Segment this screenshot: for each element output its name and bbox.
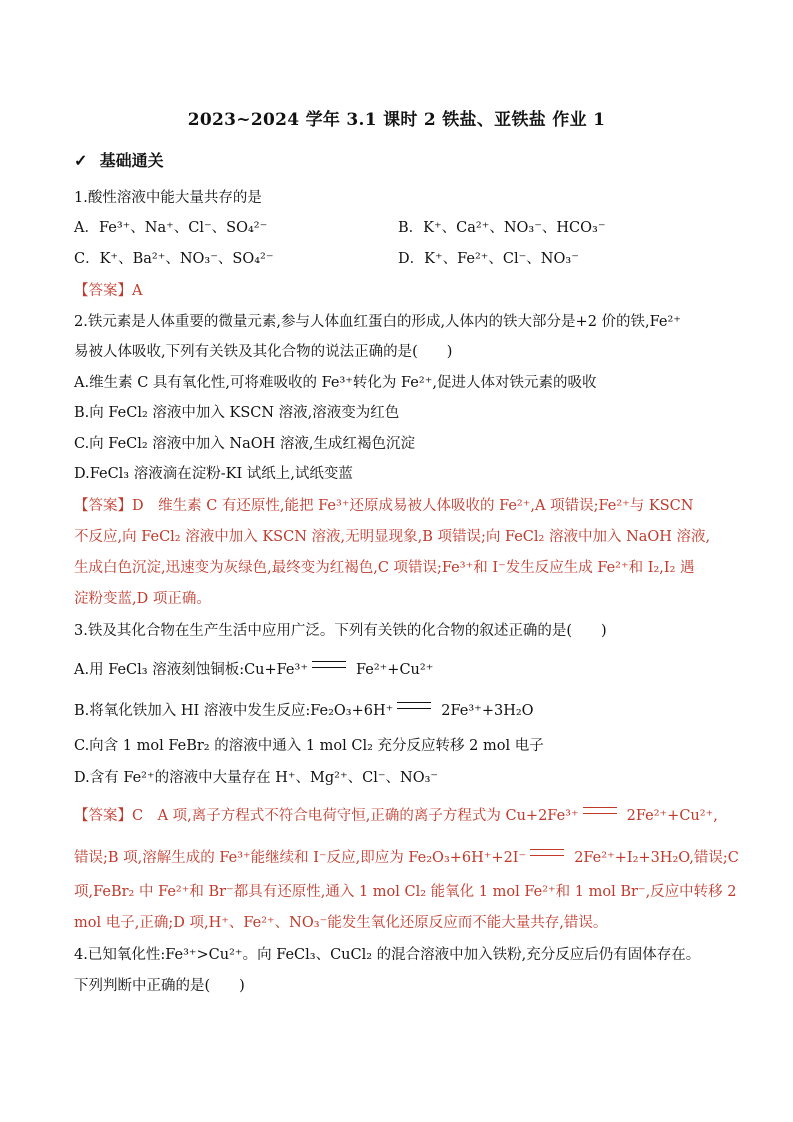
equals-sign-icon <box>397 702 431 709</box>
equals-sign-icon <box>312 661 346 668</box>
q3-option-a-right: Fe²⁺+Cu²⁺ <box>355 662 434 678</box>
q2-option-c: C.向 FeCl₂ 溶液中加入 NaOH 溶液,生成红褐色沉淀 <box>74 436 415 452</box>
q3-option-b-left: B.将氧化铁加入 HI 溶液中发生反应:Fe₂O₃+6H⁺ <box>74 703 394 719</box>
q3-answer-line3: 项,FeBr₂ 中 Fe²⁺和 Br⁻都具有还原性,通入 1 mol Cl₂ 能氧化 1 mol Fe²⁺和 1 mol Br⁻,反应中转移 2 <box>74 884 737 900</box>
q1-option-c: C．K⁺、Ba²⁺、NO₃⁻、SO₄²⁻ <box>74 251 274 267</box>
q1-option-d: D．K⁺、Fe²⁺、Cl⁻、NO₃⁻ <box>398 251 579 267</box>
q1-option-a: A．Fe³⁺、Na⁺、Cl⁻、SO₄²⁻ <box>74 220 268 236</box>
q3-option-b-right: 2Fe³⁺+3H₂O <box>441 703 534 719</box>
q2-answer-line1: 【答案】D 维生素 C 有还原性,能把 Fe³⁺还原成易被人体吸收的 Fe²⁺,A 项错误;Fe²⁺与 KSCN <box>74 498 694 514</box>
q2-answer-line4: 淀粉变蓝,D 项正确。 <box>74 591 211 607</box>
section-heading <box>74 148 164 171</box>
section-label: 基础通关 <box>99 151 164 170</box>
q2-answer-line3: 生成白色沉淀,迅速变为灰绿色,最终变为红褐色,C 项错误;Fe³⁺和 I⁻发生反应生成 Fe²⁺和 I₂,I₂ 遇 <box>74 560 695 576</box>
check-icon: ✓ <box>74 151 88 170</box>
q3-option-a <box>74 660 724 680</box>
q3-stem: 3.铁及其化合物在生产生活中应用广泛。下列有关铁的化合物的叙述正确的是( ) <box>74 623 607 639</box>
q1-answer: 【答案】A <box>74 283 143 299</box>
q4-stem-line1: 4.已知氧化性:Fe³⁺>Cu²⁺。向 FeCl₃、CuCl₂ 的混合溶液中加入铁粉,充分反应后仍有固体存在。 <box>74 947 701 963</box>
q1-stem: 1.酸性溶液中能大量共存的是 <box>74 190 262 206</box>
q2-option-b: B.向 FeCl₂ 溶液中加入 KSCN 溶液,溶液变为红色 <box>74 405 400 421</box>
q2-stem-line2: 易被人体吸收,下列有关铁及其化合物的说法正确的是( ) <box>74 344 453 360</box>
equals-sign-icon <box>583 807 617 814</box>
q3-answer-line1-left: 【答案】C A 项,离子方程式不符合电荷守恒,正确的离子方程式为 Cu+2Fe³⁺ <box>74 808 579 824</box>
q3-answer-line4: mol 电子,正确;D 项,H⁺、Fe²⁺、NO₃⁻能发生氧化还原反应而不能大量共存,错误。 <box>74 915 608 931</box>
q2-answer-line2: 不反应,向 FeCl₂ 溶液中加入 KSCN 溶液,无明显现象,B 项错误;向 FeCl₂ 溶液中加入 NaOH 溶液, <box>74 529 711 545</box>
page-title: 2023~2024 学年 3.1 课时 2 铁盐、亚铁盐 作业 1 <box>187 110 606 130</box>
q3-answer-line1-right: 2Fe²⁺+Cu²⁺, <box>626 808 718 824</box>
q3-answer-line2-right: 2Fe²⁺+I₂+3H₂O,错误;C <box>574 850 739 866</box>
q3-option-c: C.向含 1 mol FeBr₂ 的溶液中通入 1 mol Cl₂ 充分反应转移 2 mol 电子 <box>74 738 544 754</box>
q2-option-d: D.FeCl₃ 溶液滴在淀粉-KI 试纸上,试纸变蓝 <box>74 466 353 482</box>
q3-answer-line2 <box>74 848 739 868</box>
q3-answer-line2-left: 错误;B 项,溶解生成的 Fe³⁺能继续和 I⁻反应,即应为 Fe₂O₃+6H⁺+2I⁻ <box>74 850 527 866</box>
q3-option-a-left: A.用 FeCl₃ 溶液刻蚀铜板:Cu+Fe³⁺ <box>74 662 308 678</box>
q3-answer-line1 <box>74 806 724 826</box>
q3-option-b <box>74 701 724 721</box>
q2-option-a: A.维生素 C 具有氧化性,可将难吸收的 Fe³⁺转化为 Fe²⁺,促进人体对铁元素的吸收 <box>74 375 597 391</box>
q2-stem-line1: 2.铁元素是人体重要的微量元素,参与人体血红蛋白的形成,人体内的铁大部分是+2 价的铁,Fe²⁺ <box>74 314 681 330</box>
q3-option-d: D.含有 Fe²⁺的溶液中大量存在 H⁺、Mg²⁺、Cl⁻、NO₃⁻ <box>74 770 439 786</box>
q4-stem-line2: 下列判断中正确的是( ) <box>74 978 245 994</box>
equals-sign-icon <box>530 849 564 856</box>
q1-option-b: B．K⁺、Ca²⁺、NO₃⁻、HCO₃⁻ <box>398 220 606 236</box>
